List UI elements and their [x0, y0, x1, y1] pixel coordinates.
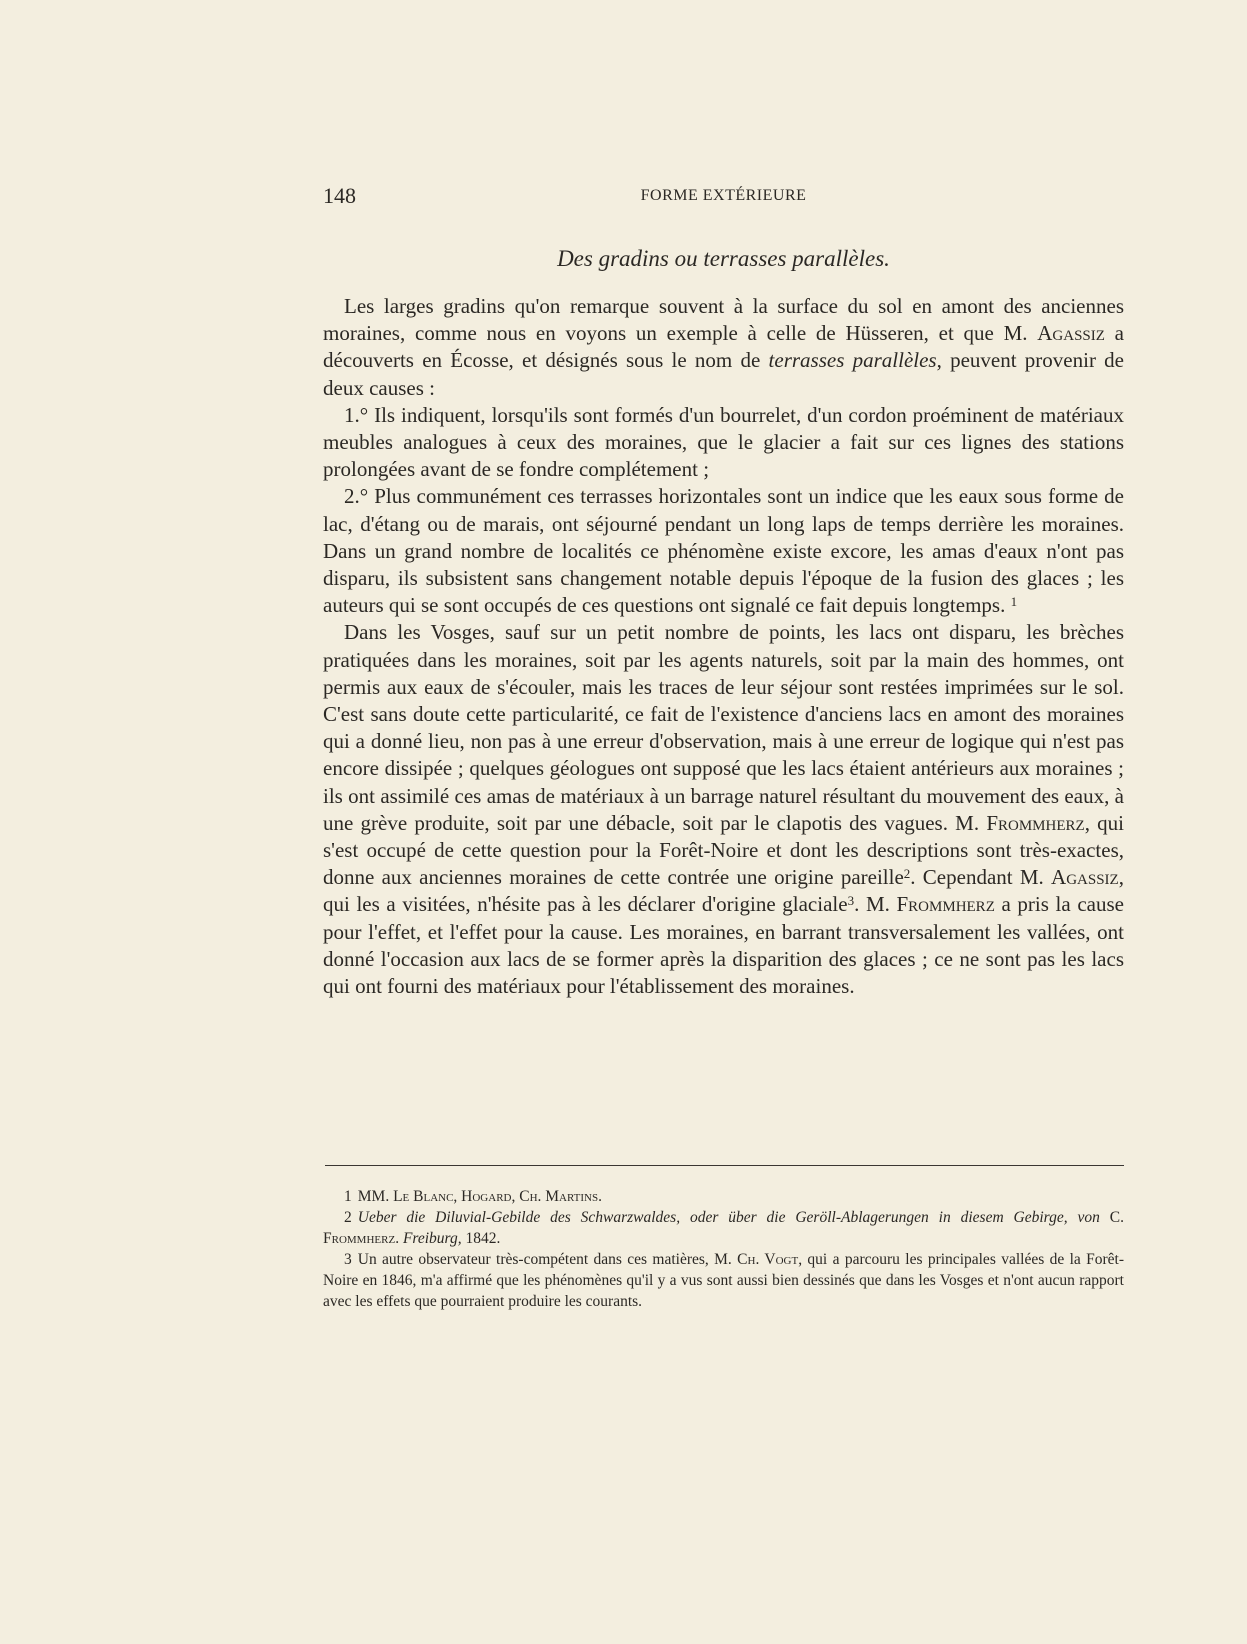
text-run: MM. — [357, 1188, 394, 1205]
italic-title: Ueber die Diluvial-Gebilde des Schwarzwaldes, oder über die Geröll-Ablagerungen in diesem Gebirge, von — [357, 1209, 1100, 1226]
text-run: , qui les a visitées, n'hésite pas à les déclarer d'origine glaciale — [323, 865, 1124, 917]
text-run: C. — [1099, 1209, 1124, 1226]
footnote-ref-1: 1 — [1010, 594, 1018, 610]
text-run: , peuvent provenir de deux causes : — [323, 348, 1124, 400]
footnote-number: 3 — [344, 1251, 352, 1268]
text-run: Les larges gradins qu'on remarque souvent à la surface du sol en amont des anciennes moraines, comme nous en voyons un exemple à celle de Hüsseren, et que M. — [323, 294, 1124, 346]
footnote-number: 1 — [344, 1188, 352, 1205]
author-name: Frommherz — [323, 1230, 396, 1247]
footnote-3 — [323, 1249, 1124, 1312]
text-run: . M. — [854, 892, 897, 917]
author-name: Frommherz — [986, 810, 1085, 835]
page-number: 148 — [323, 183, 356, 208]
author-name: Ch. Vogt — [737, 1251, 799, 1268]
footnote-ref-3: 3 — [847, 893, 855, 909]
footnote-divider — [325, 1165, 1124, 1166]
footnote-2 — [323, 1207, 1124, 1249]
text-run: 1842. — [461, 1230, 501, 1247]
footnote-ref-2: 2 — [903, 866, 911, 882]
text-run: a découverts en Écosse, et désignés sous le nom de — [323, 321, 1124, 373]
italic-term: terrasses parallèles — [768, 348, 937, 373]
footnote-1 — [323, 1186, 1124, 1207]
text-run: , qui s'est occupé de cette question pour la Forêt-Noire et dont les descriptions sont très-exactes, donne aux anciennes moraines de cette contrée une origine pareille — [323, 810, 1124, 890]
footnotes — [323, 1186, 1124, 1312]
paragraph-4 — [323, 619, 1124, 1000]
text-run: . — [395, 1230, 403, 1247]
italic-place: Freiburg, — [402, 1230, 462, 1247]
author-name: Agassiz — [1037, 321, 1105, 346]
author-names: Le Blanc, Hogard, Ch. Martins — [393, 1188, 599, 1205]
paragraph-2: 1.° Ils indiquent, lorsqu'ils sont formés d'un bourrelet, d'un cordon proéminent de matériaux meubles analogues à ceux des moraines, que le glacier a fait sur ces lignes des stations prolongées avant de se fondre complétement ; — [323, 402, 1124, 482]
text-run: a pris la cause pour l'effet, et l'effet pour la cause. Les moraines, en barrant transversalement les vallées, ont donné l'occasion aux lacs de se former après la disparition des glaces ; ce ne sont pas les lacs qui ont fourni des matériaux pour l'établissement des moraines. — [323, 892, 1124, 999]
footnote-number: 2 — [344, 1209, 352, 1226]
author-name: Frommherz — [896, 892, 995, 917]
author-name: Agassiz — [1051, 865, 1119, 890]
body-text — [323, 293, 1124, 1000]
running-head: FORME EXTÉRIEURE — [640, 187, 807, 204]
text-run: 2.° Plus communément ces terrasses horizontales sont un indice que les eaux sous forme de lac, d'étang ou de marais, ont séjourné pendant un long laps de temps derrière les moraines. Dans un grand nombre de localités ce phénomène existe excore, les amas d'eaux n'ont pas disparu, ils subsistent sans changement notable depuis l'époque de la fusion des glaces ; les auteurs qui se sont occupés de ces questions ont signalé ce fait depuis longtemps. — [323, 484, 1124, 618]
text-run: Un autre observateur très-compétent dans ces matières, M. — [357, 1251, 738, 1268]
text-run: . — [598, 1188, 602, 1205]
page-header — [323, 183, 1124, 209]
paragraph-3 — [323, 483, 1124, 619]
paragraph-1 — [323, 293, 1124, 402]
text-run: , qui a parcouru les principales vallées de la Forêt-Noire en 1846, m'a affirmé que les phénomènes qu'il y a vus sont aussi bien dessinés que dans les Vosges et n'ont aucun rapport avec les effets que pourraient produire les courants. — [323, 1251, 1124, 1310]
text-run: Dans les Vosges, sauf sur un petit nombre de points, les lacs ont disparu, les brèches pratiquées dans les moraines, soit par les agents naturels, soit par la main des hommes, ont permis aux eaux de s'écouler, mais les traces de leur séjour sont restées imprimées sur le sol. C'est sans doute cette particularité, ce fait de l'existence d'anciens lacs en amont des moraines qui a donné lieu, non pas à une erreur d'observation, mais à une erreur de logique qui n'est pas encore dissipée ; quelques géologues ont supposé que les lacs étaient antérieurs aux moraines ; ils ont assimilé ces amas de matériaux à un barrage naturel résultant du mouvement des eaux, à une grève produite, soit par une débacle, soit par le clapotis des vagues. M. — [323, 620, 1124, 835]
text-run: . Cependant M. — [910, 865, 1052, 890]
section-title: Des gradins ou terrasses parallèles. — [557, 246, 890, 271]
